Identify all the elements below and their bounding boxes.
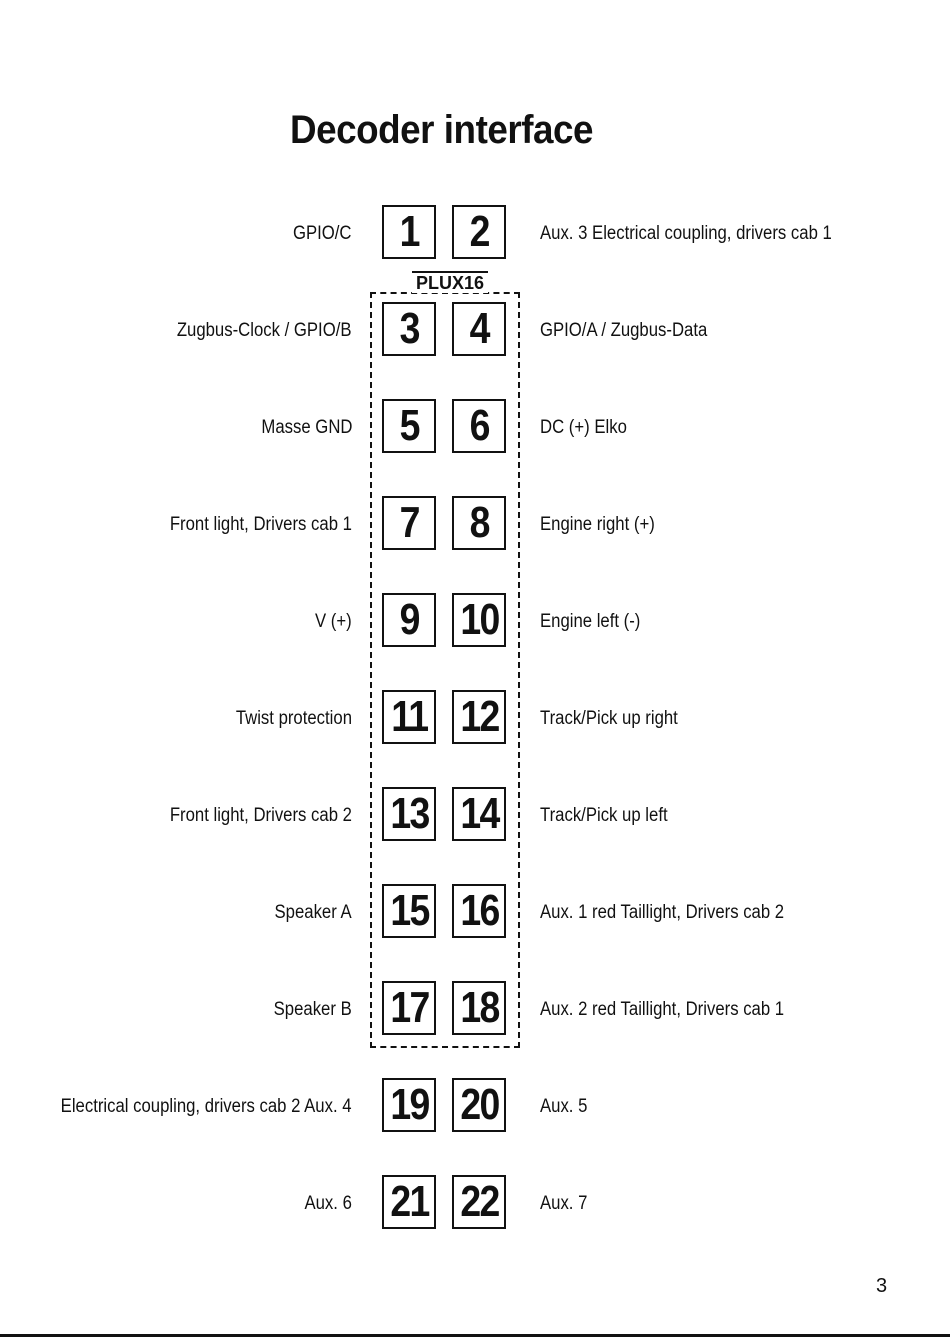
pin-right-label: Aux. 1 red Taillight, Drivers cab 2 xyxy=(540,902,785,923)
pin-left-label: Zugbus-Clock / GPIO/B xyxy=(177,320,352,341)
pin-left-label: Aux. 6 xyxy=(304,1193,352,1214)
pin-left-label: Twist protection xyxy=(235,708,352,729)
pin-number: 21 xyxy=(389,1177,429,1226)
pin-row xyxy=(0,1175,950,1235)
pin-number: 18 xyxy=(459,983,499,1032)
pin-number: 17 xyxy=(389,983,429,1032)
pin-box xyxy=(452,593,506,647)
pin-row xyxy=(0,593,950,653)
pin-box xyxy=(382,593,436,647)
pin-number: 9 xyxy=(399,595,419,644)
pin-box xyxy=(452,1175,506,1229)
page-title: Decoder interface xyxy=(290,108,594,152)
pin-right-label: Aux. 7 xyxy=(540,1193,588,1214)
pin-number: 22 xyxy=(459,1177,499,1226)
pin-row xyxy=(0,787,950,847)
page-number: 3 xyxy=(876,1275,888,1297)
pin-number: 3 xyxy=(399,304,419,353)
pin-number: 14 xyxy=(459,789,499,838)
pin-box xyxy=(382,1175,436,1229)
pin-left-label: V (+) xyxy=(315,611,352,632)
pin-right-label: Aux. 2 red Taillight, Drivers cab 1 xyxy=(540,999,785,1020)
pin-left-label: Speaker A xyxy=(274,902,352,923)
pin-box xyxy=(382,496,436,550)
pin-row xyxy=(0,496,950,556)
pin-number: 16 xyxy=(459,886,499,935)
pin-right-label: Aux. 5 xyxy=(540,1096,588,1117)
pin-box xyxy=(382,399,436,453)
pin-box xyxy=(382,884,436,938)
pin-box xyxy=(452,399,506,453)
pin-box xyxy=(452,981,506,1035)
pin-number: 8 xyxy=(469,498,489,547)
plux16-label: PLUX16 xyxy=(412,271,488,293)
pin-number: 15 xyxy=(389,886,429,935)
pin-left-label: Front light, Drivers cab 2 xyxy=(169,805,352,826)
pin-left-label: Masse GND xyxy=(260,417,352,438)
pin-number: 6 xyxy=(469,401,489,450)
pin-box xyxy=(452,205,506,259)
pin-box xyxy=(452,496,506,550)
pin-box xyxy=(452,884,506,938)
pin-box xyxy=(382,302,436,356)
pin-row xyxy=(0,1078,950,1138)
pin-right-label: Track/Pick up left xyxy=(540,805,668,826)
pin-row xyxy=(0,302,950,362)
pin-number: 13 xyxy=(389,789,429,838)
pin-right-label: DC (+) Elko xyxy=(540,417,627,438)
pin-number: 7 xyxy=(399,498,419,547)
pin-number: 1 xyxy=(399,207,419,256)
pin-right-label: Aux. 3 Electrical coupling, drivers cab 1 xyxy=(540,223,832,244)
pin-box xyxy=(452,1078,506,1132)
pin-number: 19 xyxy=(389,1080,429,1129)
pin-box xyxy=(382,205,436,259)
pin-row xyxy=(0,205,950,265)
pin-left-label: GPIO/C xyxy=(293,223,352,244)
pin-box xyxy=(382,690,436,744)
pin-right-label: GPIO/A / Zugbus-Data xyxy=(540,320,708,341)
pin-box xyxy=(382,1078,436,1132)
pin-row xyxy=(0,690,950,750)
pin-left-label: Speaker B xyxy=(273,999,352,1020)
pin-right-label: Track/Pick up right xyxy=(540,708,678,729)
pin-box xyxy=(382,981,436,1035)
pin-box xyxy=(452,302,506,356)
bottom-rule xyxy=(0,1334,950,1337)
pin-number: 4 xyxy=(469,304,489,353)
pin-row xyxy=(0,884,950,944)
pin-number: 2 xyxy=(469,207,489,256)
pin-row xyxy=(0,981,950,1041)
pin-right-label: Engine right (+) xyxy=(540,514,655,535)
pin-right-label: Engine left (-) xyxy=(540,611,641,632)
pin-number: 11 xyxy=(390,692,428,741)
pin-box xyxy=(382,787,436,841)
pin-number: 10 xyxy=(459,595,499,644)
pin-left-label: Electrical coupling, drivers cab 2 Aux. 4 xyxy=(61,1096,352,1117)
pin-number: 12 xyxy=(459,692,499,741)
pin-box xyxy=(452,690,506,744)
pin-box xyxy=(452,787,506,841)
pin-left-label: Front light, Drivers cab 1 xyxy=(169,514,352,535)
pin-number: 5 xyxy=(399,401,419,450)
pin-row xyxy=(0,399,950,459)
pin-number: 20 xyxy=(459,1080,499,1129)
